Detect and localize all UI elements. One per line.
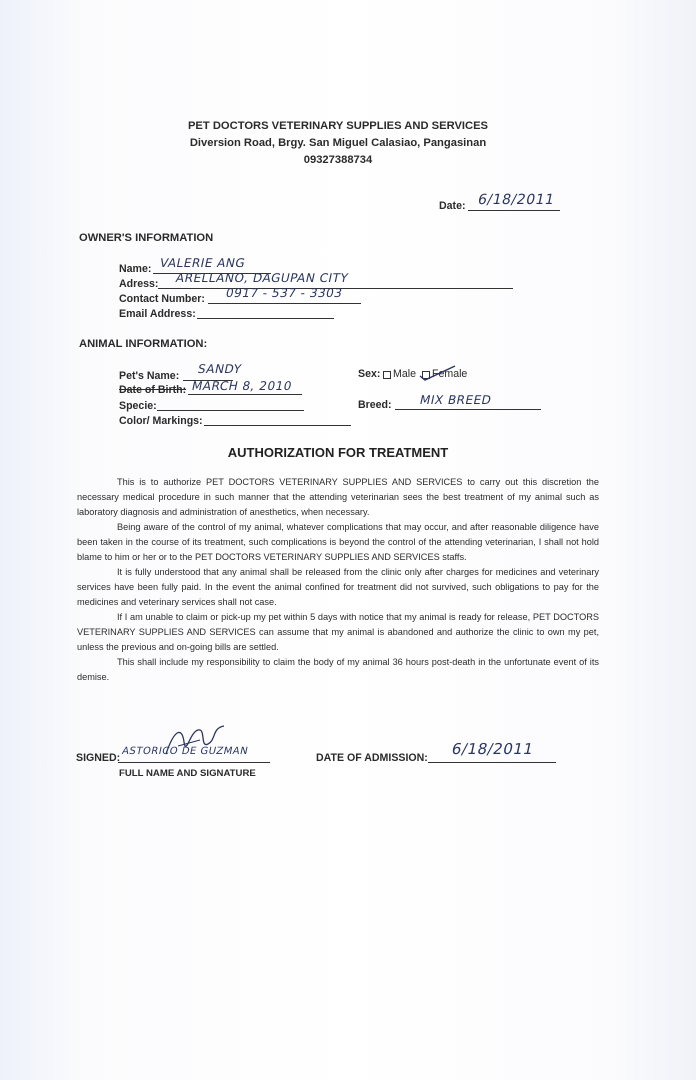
sex-male-checkbox[interactable] — [383, 371, 391, 379]
date-label: Date: — [439, 200, 466, 212]
signed-line — [118, 762, 270, 763]
sex-label: Sex: — [358, 368, 381, 380]
date-value[interactable]: 6/18/2011 — [476, 192, 556, 208]
dob-label: Date of Birth: — [119, 384, 187, 396]
clinic-phone: 09327388734 — [303, 154, 373, 166]
signed-name-value[interactable]: ASTORICO DE GUZMAN — [120, 746, 250, 757]
paragraph: This is to authorize PET DOCTORS VETERINARY SUPPLIES AND SERVICES to carry out this discretion the necessary medical procedure in such manner that the attending veterinarian sees the best treatment of my animal such as laboratory diagnosis and administration of anesthetics, when necessary. — [77, 477, 599, 517]
pet-name-label: Pet's Name: — [119, 370, 180, 382]
owner-address-value[interactable]: ARELLANO, DAGUPAN CITY — [174, 271, 350, 285]
color-line — [204, 425, 351, 426]
sex-male-label: Male — [393, 368, 416, 380]
signature-caption: FULL NAME AND SIGNATURE — [119, 768, 256, 779]
dob-value[interactable]: MARCH 8, 2010 — [190, 379, 294, 393]
color-label: Color/ Markings: — [119, 415, 203, 427]
clinic-name: PET DOCTORS VETERINARY SUPPLIES AND SERVICES — [187, 120, 489, 132]
date-line — [468, 210, 560, 211]
owner-email-label: Email Address: — [119, 308, 196, 320]
breed-value[interactable]: MIX BREED — [418, 393, 493, 407]
owner-contact-line — [208, 303, 361, 304]
animal-heading: ANIMAL INFORMATION: — [79, 338, 208, 350]
owner-email-line — [197, 318, 334, 319]
paragraph: Being aware of the control of my animal, whatever complications that may occur, and after reasonable diligence have been taken in the course of its treatment, such complications is beyond the control of the attending veterinarian, I shall not hold blame to him or her or to the PET DOCTORS VETERINARY SUPPLIES AND SERVICES staffs. — [77, 522, 599, 562]
specie-label: Specie: — [119, 400, 157, 412]
owner-heading: OWNER'S INFORMATION — [79, 232, 214, 244]
check-mark-icon — [418, 364, 458, 382]
authorization-body — [77, 475, 599, 685]
admission-line — [428, 762, 556, 763]
owner-contact-label: Contact Number: — [119, 293, 205, 305]
sex-female-label: Female — [432, 368, 468, 380]
paragraph: It is fully understood that any animal shall be released from the clinic only after charges for medicines and veterinary services have been fully paid. In the event the animal confined for treatment did not survived, such obligations to pay for the medicines and veterinary services shall not case. — [77, 567, 599, 607]
admission-value[interactable]: 6/18/2011 — [450, 740, 536, 758]
dob-line — [188, 394, 302, 395]
specie-line — [157, 410, 304, 411]
owner-name-label: Name: — [119, 263, 152, 275]
admission-label: DATE OF ADMISSION: — [316, 752, 428, 764]
signature-scribble — [160, 722, 230, 762]
clinic-address: Diversion Road, Brgy. San Miguel Calasiao, Pangasinan — [189, 137, 487, 149]
owner-name-value[interactable]: VALERIE ANG — [158, 256, 247, 270]
paragraph: If I am unable to claim or pick-up my pet within 5 days with notice that my animal is ready for release, PET DOCTORS VETERINARY SUPPLIES AND SERVICES can assume that my animal is abandoned and authorize the clinic to own my pet, unless the previous and on-going bills are settled. — [77, 612, 599, 652]
owner-address-label: Adress: — [119, 278, 159, 290]
pet-name-value[interactable]: SANDY — [196, 362, 243, 376]
authorization-title: AUTHORIZATION FOR TREATMENT — [227, 445, 449, 460]
breed-line — [395, 409, 541, 410]
owner-contact-value[interactable]: 0917 - 537 - 3303 — [224, 286, 344, 300]
signed-label: SIGNED: — [76, 752, 121, 764]
paragraph: This shall include my responsibility to claim the body of my animal 36 hours post-death in the unfortunate event of its demise. — [77, 657, 599, 682]
breed-label: Breed: — [358, 399, 392, 411]
